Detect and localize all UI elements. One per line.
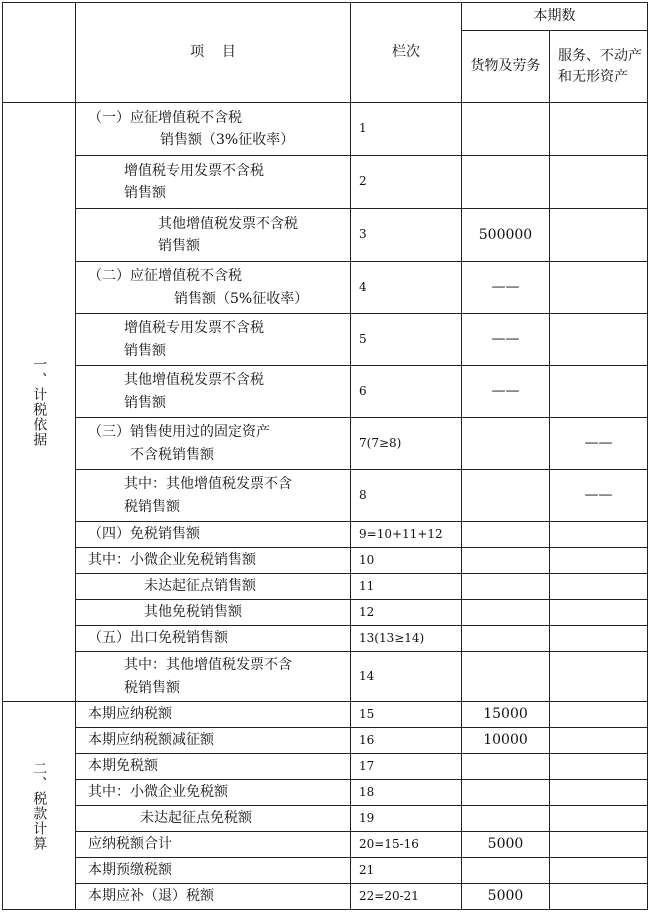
row-services-value[interactable] [550,754,648,780]
row-services-value[interactable] [550,652,648,702]
row-item: 未达起征点销售额 [76,574,351,600]
row-item: 本期应纳税额减征额 [76,728,351,754]
header-project: 项 目 [76,3,351,103]
row-column: 13(13≥14) [351,626,462,652]
row-item: 本期应补（退）税额 [76,884,351,910]
header-services: 服务、不动产和无形资产 [550,31,648,103]
row-services-value[interactable]: —— [550,418,648,470]
row-label-line2: 税销售额 [124,679,180,696]
row-goods-value[interactable] [462,858,550,884]
tax-declaration-table [2,2,648,910]
row-label-line1: （三）销售使用过的固定资产 [88,424,270,441]
row-goods-value[interactable] [462,470,550,522]
row-services-value[interactable] [550,832,648,858]
row-label-line1: （一）应征增值税不含税 [88,109,242,126]
row-label-line2: 销售额（5%征收率） [174,290,309,307]
section-calc [3,702,76,910]
row-item: （五）出口免税销售额 [76,626,351,652]
header-current-period: 本期数 [462,3,648,31]
row-item: （四）免税销售额 [76,522,351,548]
row-label-line1: 其他增值税发票不含税 [124,372,264,389]
row-column: 14 [351,652,462,702]
row-item: 其中：小微企业免税销售额 [76,548,351,574]
row-goods-value[interactable]: 5000 [462,832,550,858]
row-item: 其中：小微企业免税额 [76,780,351,806]
row-item [76,418,351,470]
row-label-line1: 增值税专用发票不含税 [124,320,264,337]
row-services-value[interactable] [550,626,648,652]
row-services-value[interactable] [550,366,648,418]
row-column: 3 [351,209,462,262]
row-services-value[interactable]: —— [550,470,648,522]
row-label-line1: （二）应征增值税不含税 [88,268,242,285]
header-column: 栏次 [351,3,462,103]
row-column: 8 [351,470,462,522]
row-item: 本期预缴税额 [76,858,351,884]
row-goods-value[interactable]: 500000 [462,209,550,262]
row-goods-value[interactable] [462,600,550,626]
row-column: 1 [351,103,462,156]
row-services-value[interactable] [550,262,648,314]
row-label-line2: 销售额（3%征收率） [160,132,295,148]
row-label-line2: 销售额 [124,185,166,201]
row-item [76,209,351,262]
row-services-value[interactable] [550,156,648,209]
row-goods-value[interactable] [462,548,550,574]
row-goods-value[interactable] [462,806,550,832]
row-goods-value[interactable]: —— [462,262,550,314]
row-goods-value[interactable] [462,103,550,156]
row-column: 7(7≥8) [351,418,462,470]
row-services-value[interactable] [550,522,648,548]
row-services-value[interactable] [550,209,648,262]
row-column: 22=20-21 [351,884,462,910]
row-goods-value[interactable] [462,156,550,209]
row-item: 本期应纳税额 [76,702,351,728]
row-services-value[interactable] [550,858,648,884]
row-item [76,156,351,209]
row-label-line2: 销售额 [124,394,166,411]
row-column: 10 [351,548,462,574]
row-column: 20=15-16 [351,832,462,858]
row-label-line1: 其中：其他增值税发票不含 [124,657,292,674]
row-item [76,366,351,418]
row-item [76,103,351,156]
row-column: 4 [351,262,462,314]
row-services-value[interactable] [550,728,648,754]
row-label-line1: 增值税专用发票不含税 [124,162,264,179]
row-column: 16 [351,728,462,754]
row-services-value[interactable] [550,806,648,832]
row-column: 21 [351,858,462,884]
row-column: 5 [351,314,462,366]
row-column: 11 [351,574,462,600]
row-column: 19 [351,806,462,832]
row-services-value[interactable] [550,548,648,574]
row-column: 15 [351,702,462,728]
row-services-value[interactable] [550,884,648,910]
row-item: 本期免税额 [76,754,351,780]
row-item: 其他免税销售额 [76,600,351,626]
row-goods-value[interactable] [462,652,550,702]
row-column: 18 [351,780,462,806]
row-services-value[interactable] [550,314,648,366]
row-goods-value[interactable]: 5000 [462,884,550,910]
row-column: 2 [351,156,462,209]
section-basis [3,103,76,702]
header-goods: 货物及劳务 [462,31,550,103]
row-goods-value[interactable] [462,780,550,806]
row-goods-value[interactable]: —— [462,366,550,418]
row-column: 12 [351,600,462,626]
row-goods-value[interactable]: 10000 [462,728,550,754]
row-column: 9=10+11+12 [351,522,462,548]
row-services-value[interactable] [550,600,648,626]
row-label-line2: 税销售额 [124,498,180,515]
section-header-blank [3,3,76,103]
row-goods-value[interactable]: 15000 [462,702,550,728]
row-goods-value[interactable] [462,418,550,470]
row-label-line2: 销售额 [124,342,166,359]
row-label-line1: 其中：其他增值税发票不含 [124,476,292,493]
row-goods-value[interactable] [462,626,550,652]
row-item: 未达起征点免税额 [76,806,351,832]
row-services-value[interactable] [550,780,648,806]
section-calc-label: 二、税款计算 [31,760,48,851]
row-item: 应纳税额合计 [76,832,351,858]
row-goods-value[interactable]: —— [462,314,550,366]
row-label-line1: 其他增值税发票不含税 [158,215,298,232]
row-item [76,652,351,702]
row-services-value[interactable] [550,574,648,600]
row-goods-value[interactable] [462,522,550,548]
row-column: 17 [351,754,462,780]
row-column: 6 [351,366,462,418]
row-goods-value[interactable] [462,754,550,780]
row-item [76,262,351,314]
row-goods-value[interactable] [462,574,550,600]
row-services-value[interactable] [550,103,648,156]
row-item [76,314,351,366]
row-services-value[interactable] [550,702,648,728]
row-label-line2: 不含税销售额 [130,446,214,463]
row-item [76,470,351,522]
section-basis-label: 一、计税依据 [31,357,48,447]
row-label-line2: 销售额 [158,238,200,254]
